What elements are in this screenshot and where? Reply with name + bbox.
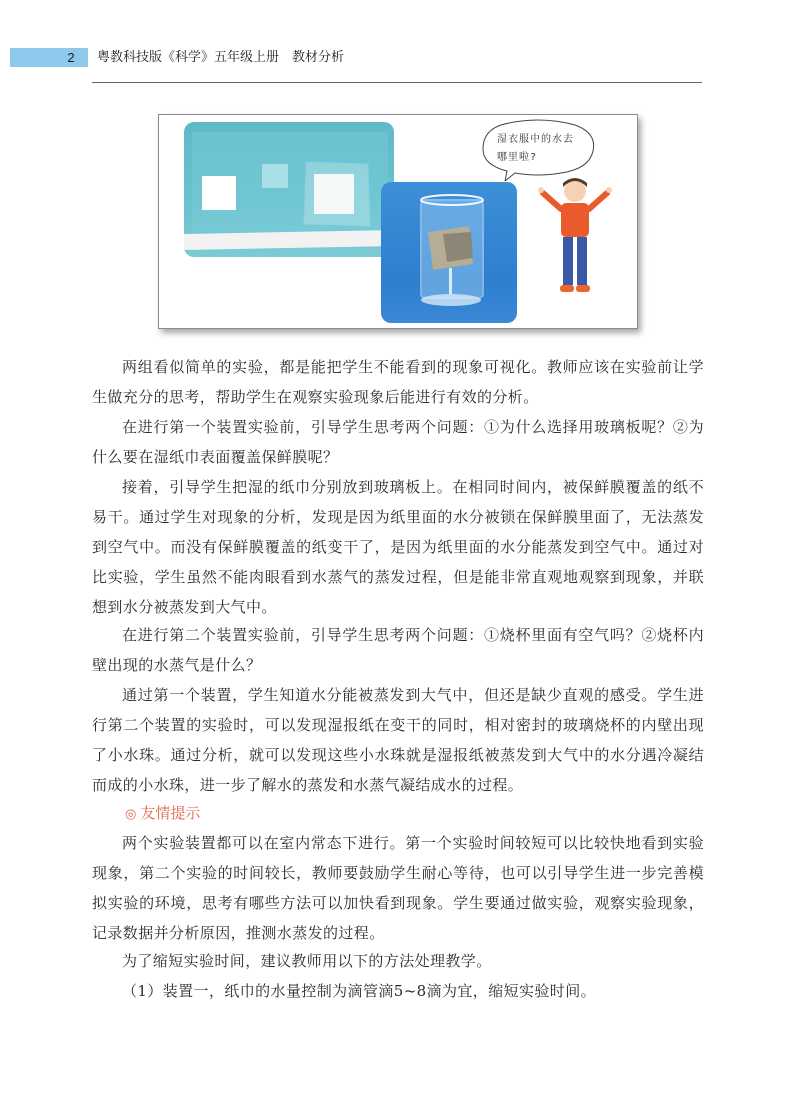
paragraph-2: 在进行第一个装置实验前，引导学生思考两个问题：①为什么选择用玻璃板呢？②为什么要在湿纸巾表面覆盖保鲜膜呢？: [92, 418, 704, 466]
header-rule: [92, 82, 702, 83]
beaker-photo: [381, 182, 517, 323]
speech-bubble-text: [497, 131, 587, 167]
paragraph-1: 两组看似简单的实验，都是能把学生不能看到的现象可视化。教师应该在实验前让学生做充分的思考，帮助学生在观察实验现象后能进行有效的分析。: [92, 358, 704, 406]
experiment-figure: [158, 114, 638, 329]
boy-illustration: [535, 177, 615, 303]
tip-heading: [125, 798, 200, 830]
speech-line-1: 湿衣服中的水去: [497, 134, 574, 145]
tip-paragraph-2: 为了缩短实验时间，建议教师用以下的方法处理教学。: [122, 952, 492, 970]
tip-paragraph-3: （1）装置一，纸巾的水量控制为滴管滴5~8滴为宜，缩短实验时间。: [122, 982, 597, 1000]
header-title: 粤教科技版《科学》五年级上册 教材分析: [97, 50, 345, 65]
paragraph-5: 通过第一个装置，学生知道水分能被蒸发到大气中，但还是缺少直观的感受。学生进行第二个装置的实验时，可以发现湿报纸在变干的同时，相对密封的玻璃烧杯的内壁出现了小水珠。通过分析，就可以发现这些小水珠就是湿报纸被蒸发到大气中的水分遇冷凝结而成的小水珠，进一步了解水的蒸发和水蒸气凝结成水的过程。: [92, 686, 704, 794]
paragraph-4: 在进行第二个装置实验前，引导学生思考两个问题：①烧杯里面有空气吗？②烧杯内壁出现的水蒸气是什么？: [92, 626, 704, 674]
glass-plate-photo: [184, 122, 394, 257]
tip-title: 友情提示: [140, 804, 201, 822]
page-number: 2: [67, 50, 75, 65]
tip-paragraph-1: 两个实验装置都可以在室内常态下进行。第一个实验时间较短可以比较快地看到实验现象，第二个实验的时间较长，教师要鼓励学生耐心等待，也可以引导学生进一步完善模拟实验的环境，思考有哪些方法可以加快看到现象。学生要通过做实验，观察实验现象，记录数据并分析原因，推测水蒸发的过程。: [92, 834, 704, 942]
paragraph-3: 接着，引导学生把湿的纸巾分别放到玻璃板上。在相同时间内，被保鲜膜覆盖的纸不易干。通过学生对现象的分析，发现是因为纸里面的水分被锁在保鲜膜里面了，无法蒸发到空气中。而没有保鲜膜覆盖的纸变干了，是因为纸里面的水分能蒸发到空气中。通过对比实验，学生虽然不能肉眼看到水蒸气的蒸发过程，但是能非常直观地观察到现象，并联想到水分被蒸发到大气中。: [92, 478, 704, 616]
circle-icon: ◎: [125, 807, 137, 822]
speech-line-2: 哪里啦?: [497, 152, 538, 163]
